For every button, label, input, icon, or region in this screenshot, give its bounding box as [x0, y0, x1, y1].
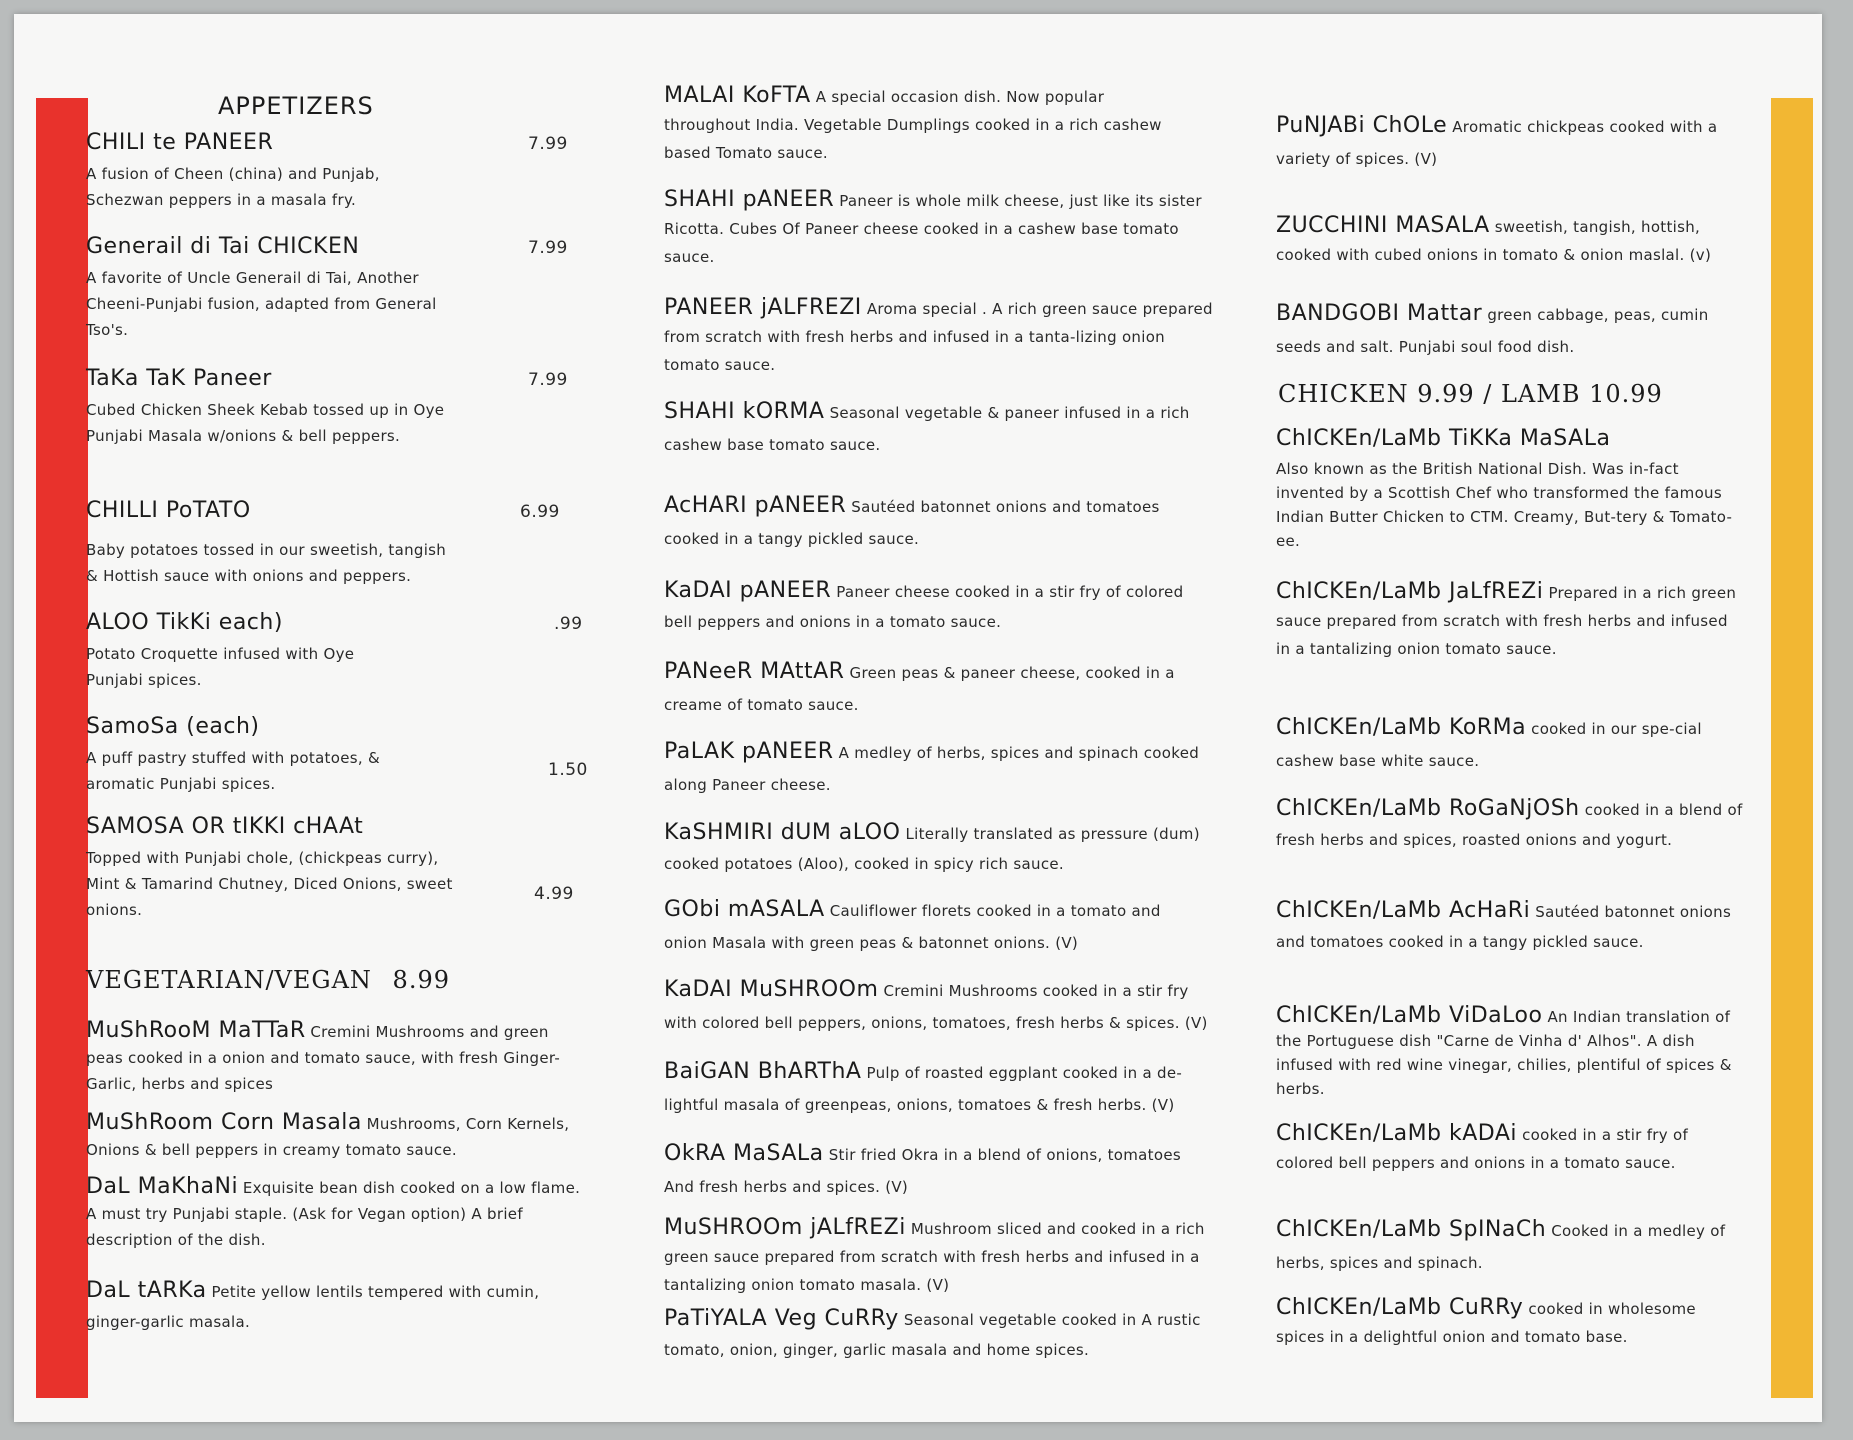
vegetarian-price: 8.99 [392, 966, 450, 994]
item-name: SamoSa (each) [86, 714, 260, 739]
item-price: 7.99 [528, 134, 568, 154]
menu-item [86, 1276, 606, 1337]
red-stripe [36, 98, 88, 1398]
menu-item [1276, 896, 1776, 957]
menu-item [664, 1138, 1254, 1203]
item-name: TaKa TaK Paneer [86, 366, 272, 391]
item-desc: Cauliflower florets cooked in a tomato and onion Masala with green peas & batonnet onions. (V) [664, 902, 1161, 952]
item-name: KaSHMIRI dUM aLOO [664, 820, 901, 845]
item-desc: Sautéed batonnet onions and tomatoes cooked in a tangy pickled sauce. [1276, 903, 1732, 951]
item-desc: sweetish, tangish, hottish, cooked with cubed onions in tomato & onion maslal. (v) [1276, 218, 1712, 264]
item-name: DaL MaKhaNi [86, 1174, 239, 1199]
menu-item [664, 294, 1254, 379]
item-name: ZUCCHINI MASALA [1276, 213, 1490, 238]
item-desc: Topped with Punjabi chole, (chickpeas curry), Mint & Tamarind Chutney, Diced Onions, sweet onions. [86, 849, 453, 919]
item-desc: Paneer is whole milk cheese, just like its sister Ricotta. Cubes Of Paneer cheese cooked in a cashew base tomato sauce. [664, 192, 1202, 266]
item-name: ChICKEn/LaMb CuRRy [1276, 1295, 1524, 1320]
item-name: ChICKEn/LaMb TiKKa MaSALa [1276, 426, 1611, 451]
item-name: SHAHI kORMA [664, 399, 825, 424]
menu-item [664, 974, 1254, 1039]
item-desc: Aromatic chickpeas cooked with a variety of spices. (V) [1276, 118, 1718, 168]
item-desc: Exquisite bean dish cooked on a low flame. A must try Punjabi staple. (Ask for Vegan option) A brief description of the dish. [86, 1179, 581, 1249]
item-name: SHAHI pANEER [664, 187, 835, 212]
menu-item [1276, 712, 1776, 777]
item-name: ChICKEn/LaMb AcHaRi [1276, 898, 1531, 923]
menu-item [86, 130, 606, 213]
item-desc: Cooked in a medley of herbs, spices and spinach. [1276, 1222, 1726, 1272]
menu-item [664, 576, 1254, 637]
item-desc: Cremini Mushrooms cooked in a stir fry with colored bell peppers, onions, tomatoes, fresh herbs & spices. (V) [664, 982, 1208, 1032]
item-name: MALAI KoFTA [664, 83, 811, 108]
vegetarian-heading-text: VEGETARIAN/VEGAN [86, 966, 372, 994]
menu-item [664, 656, 1254, 721]
item-name: PuNJABi ChOLe [1276, 113, 1448, 138]
item-desc: Also known as the British National Dish. Was in-fact invented by a Scottish Chef who transformed the famous Indian Butter Chicken to CTM. Creamy, But-tery & Tomato-ee. [1276, 460, 1733, 550]
item-price: 4.99 [534, 884, 574, 904]
item-name: BaiGAN BhARThA [664, 1059, 862, 1084]
item-desc: green cabbage, peas, cumin seeds and salt. Punjabi soul food dish. [1276, 306, 1709, 356]
item-name: OkRA MaSALa [664, 1141, 824, 1166]
item-price: .99 [554, 614, 583, 634]
menu-item [664, 1056, 1254, 1121]
item-name: PANeeR MAttAR [664, 659, 845, 684]
menu-item [664, 736, 1254, 801]
item-name: ALOO TikKi each) [86, 610, 283, 635]
item-desc: A medley of herbs, spices and spinach cooked along Paneer cheese. [664, 744, 1200, 794]
item-desc: A special occasion dish. Now popular throughout India. Vegetable Dumplings cooked in a rich cashew based Tomato sauce. [664, 88, 1162, 162]
item-desc: Baby potatoes tossed in our sweetish, tangish & Hottish sauce with onions and peppers. [86, 541, 447, 585]
item-desc: An Indian translation of the Portuguese dish "Carne de Vinha d' Alhos". A dish infused with red wine vinegar, chilies, plentiful of spices & herbs. [1276, 1008, 1732, 1098]
menu-item [1276, 1294, 1776, 1351]
item-desc: Pulp of roasted eggplant cooked in a de-lightful masala of greenpeas, onions, tomatoes & fresh herbs. (V) [664, 1064, 1183, 1114]
menu-sheet [14, 14, 1822, 1422]
menu-item [86, 610, 606, 693]
item-name: AcHARI pANEER [664, 493, 847, 518]
item-name: MuShRooM MaTTaR [86, 1018, 306, 1043]
menu-item [86, 1110, 606, 1163]
appetizers-heading: APPETIZERS [218, 92, 374, 120]
menu-item [1276, 578, 1776, 663]
item-desc: Mushrooms, Corn Kernels, Onions & bell peppers in creamy tomato sauce. [86, 1115, 570, 1159]
menu-item [1276, 1120, 1776, 1177]
item-desc: Petite yellow lentils tempered with cumin, ginger-garlic masala. [86, 1283, 540, 1331]
item-desc: Mushroom sliced and cooked in a rich green sauce prepared from scratch with fresh herbs and infused in a tantalizing onion tomato masala. (V) [664, 1220, 1205, 1294]
menu-item [1276, 794, 1776, 855]
menu-item [86, 814, 606, 923]
menu-item [86, 498, 606, 589]
item-desc: Green peas & paneer cheese, cooked in a creame of tomato sauce. [664, 664, 1175, 714]
menu-item [664, 186, 1254, 271]
chicken-lamb-heading: CHICKEN 9.99 / LAMB 10.99 [1278, 380, 1663, 408]
item-name: ChICKEn/LaMb JaLfREZi [1276, 579, 1544, 604]
yellow-stripe [1771, 98, 1813, 1398]
item-desc: cooked in a blend of fresh herbs and spices, roasted onions and yogurt. [1276, 801, 1743, 849]
item-name: Generail di Tai CHICKEN [86, 234, 360, 259]
item-desc: Prepared in a rich green sauce prepared from scratch with fresh herbs and infused in a tantalizing onion tomato sauce. [1276, 584, 1737, 658]
item-name: KaDAI pANEER [664, 578, 832, 603]
item-price: 6.99 [520, 502, 560, 522]
item-name: ChICKEn/LaMb ViDaLoo [1276, 1003, 1543, 1028]
item-desc: Stir fried Okra in a blend of onions, tomatoes And fresh herbs and spices. (V) [664, 1146, 1181, 1196]
item-name: BANDGOBI Mattar [1276, 301, 1483, 326]
item-name: PaLAK pANEER [664, 739, 834, 764]
item-price: 7.99 [528, 370, 568, 390]
menu-item [86, 366, 606, 449]
menu-item [86, 714, 606, 797]
menu-item [664, 818, 1254, 879]
item-name: MuShRoom Corn Masala [86, 1110, 362, 1135]
menu-item [664, 490, 1254, 555]
item-name: DaL tARKa [86, 1278, 207, 1303]
item-desc: cooked in a stir fry of colored bell peppers and onions in a tomato sauce. [1276, 1126, 1689, 1172]
item-name: ChICKEn/LaMb SpINaCh [1276, 1217, 1547, 1242]
item-name: PANEER jALFREZI [664, 295, 862, 320]
menu-item [1276, 110, 1776, 175]
menu-item [1276, 1214, 1776, 1279]
item-desc: A fusion of Cheen (china) and Punjab, Schezwan peppers in a masala fry. [86, 165, 380, 209]
menu-item [1276, 298, 1776, 363]
item-name: ChICKEn/LaMb RoGaNjOSh [1276, 796, 1580, 821]
vegetarian-heading [86, 966, 450, 994]
item-desc: A favorite of Uncle Generail di Tai, Another Cheeni-Punjabi fusion, adapted from General Tso's. [86, 269, 437, 339]
item-desc: Cremini Mushrooms and green peas cooked in a onion and tomato sauce, with fresh Ginger-Garlic, herbs and spices [86, 1023, 561, 1093]
item-name: MuSHROOm jALfREZi [664, 1215, 906, 1240]
item-name: ChICKEn/LaMb kADAi [1276, 1121, 1518, 1146]
menu-item [1276, 1004, 1776, 1101]
item-desc: Paneer cheese cooked in a stir fry of colored bell peppers and onions in a tomato sauce. [664, 583, 1184, 631]
item-desc: A puff pastry stuffed with potatoes, & aromatic Punjabi spices. [86, 749, 380, 793]
menu-item [664, 894, 1254, 959]
menu-item [664, 396, 1254, 461]
item-desc: Sautéed batonnet onions and tomatoes cooked in a tangy pickled sauce. [664, 498, 1160, 548]
menu-item [1276, 212, 1776, 269]
item-desc: Literally translated as pressure (dum) cooked potatoes (Aloo), cooked in spicy rich sauce. [664, 825, 1200, 873]
item-desc: Seasonal vegetable & paneer infused in a rich cashew base tomato sauce. [664, 404, 1190, 454]
menu-item [86, 1174, 606, 1253]
item-name: PaTiYALA Veg CuRRy [664, 1306, 899, 1331]
item-price: 1.50 [548, 760, 588, 780]
menu-item [664, 1214, 1254, 1299]
menu-item [664, 1304, 1254, 1365]
menu-item [664, 82, 1254, 167]
menu-item [86, 1018, 606, 1097]
item-name: GObi mASALA [664, 897, 825, 922]
item-price: 7.99 [528, 238, 568, 258]
item-desc: Potato Croquette infused with Oye Punjabi spices. [86, 645, 355, 689]
item-name: ChICKEn/LaMb KoRMa [1276, 715, 1527, 740]
item-desc: cooked in our spe-cial cashew base white sauce. [1276, 720, 1702, 770]
item-desc: Seasonal vegetable cooked in A rustic tomato, onion, ginger, garlic masala and home spices. [664, 1311, 1201, 1359]
item-desc: Cubed Chicken Sheek Kebab tossed up in Oye Punjabi Masala w/onions & bell peppers. [86, 401, 445, 445]
menu-item [86, 234, 606, 343]
item-name: SAMOSA OR tIKKI cHAAt [86, 814, 364, 839]
item-desc: cooked in wholesome spices in a delightful onion and tomato base. [1276, 1300, 1696, 1346]
item-name: CHILLI PoTATO [86, 498, 251, 523]
menu-item [1276, 426, 1776, 553]
item-name: KaDAI MuSHROOm [664, 977, 879, 1002]
item-name: CHILI te PANEER [86, 130, 274, 155]
item-desc: Aroma special . A rich green sauce prepared from scratch with fresh herbs and infused in a tanta-lizing onion tomato sauce. [664, 300, 1213, 374]
